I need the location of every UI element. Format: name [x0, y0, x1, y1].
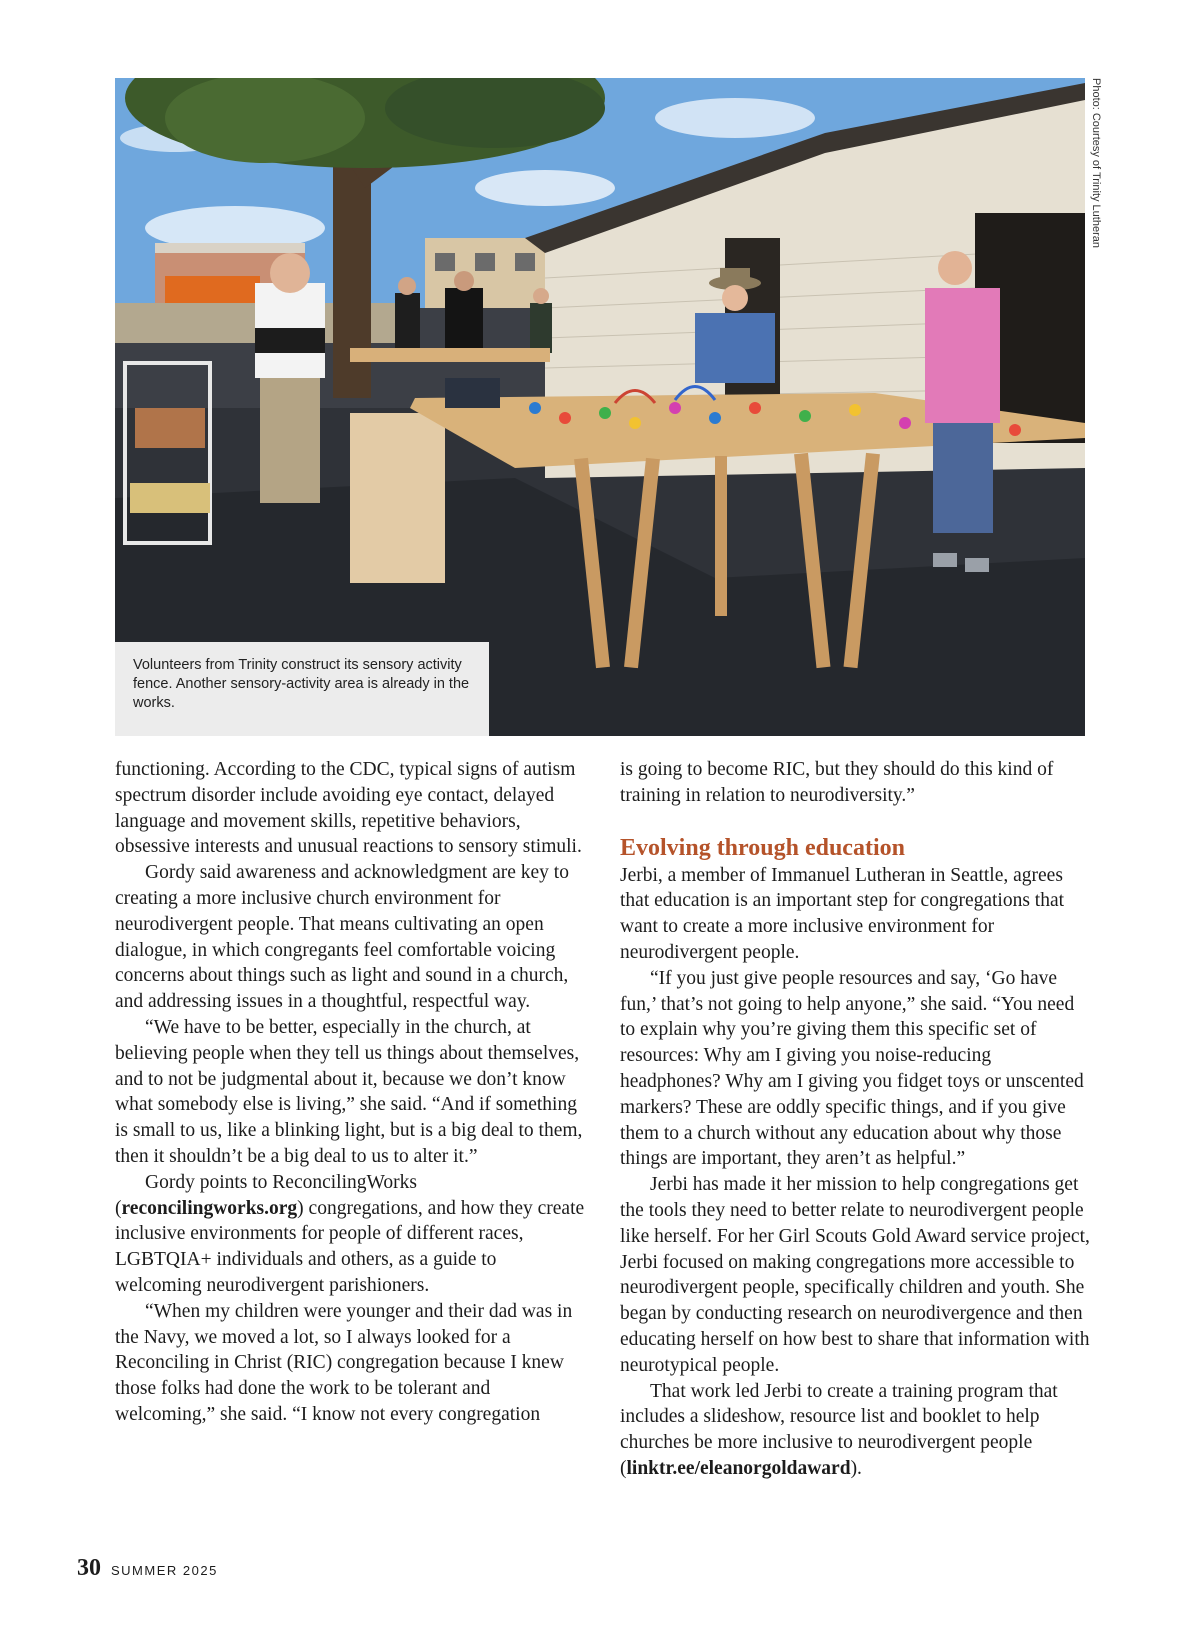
left-column [115, 757, 585, 1428]
section-subhead: Evolving through education [620, 834, 905, 861]
page-footer [77, 1555, 218, 1585]
photo-credit: Photo: Courtesy of Trinity Lutheran [1090, 78, 1102, 248]
paragraph: Gordy said awareness and acknowledgment are key to creating a more inclusive church environment for neurodivergent people. That means cultivating an open dialogue, in which congregants feel comfortable voicing concerns about things such as light and sound in a church, and addressing issues in a thoughtful, respectful way. [115, 862, 569, 1013]
link-linktree[interactable]: linktr.ee/eleanorgoldaward [626, 1457, 851, 1479]
issue-label: SUMMER 2025 [111, 1563, 218, 1578]
paragraph: “We have to be better, especially in the church, at believing people when they tell us things about themselves, and to not be judgmental about it, because we don’t know what somebody else is living,” she said. “And if something is small to us, like a blinking light, but is a big deal to them, then it shouldn’t be a big deal to us to alter it.” [115, 1016, 583, 1167]
page-number: 30 [77, 1555, 101, 1581]
text: Gordy points to ReconcilingWorks ( [115, 1171, 417, 1219]
text: ). [850, 1457, 862, 1479]
paragraph [115, 1170, 585, 1299]
paragraph: “If you just give people resources and say, ‘Go have fun,’ that’s not going to help anyone,” she said. “You need to explain why you’re giving them this specific set of resources: Why am I giving you noise-reducing headphones? Why am I giving you fidget toys or unscented markers? These are oddly specific things, and if you give them to a church without any education about why those things are important, they aren’t as helpful.” [620, 967, 1084, 1170]
paragraph: “When my children were younger and their dad was in the Navy, we moved a lot, so I always looked for a Reconciling in Christ (RIC) congregation because I knew those folks had done the work to be tolerant and welcoming,” she said. “I know not every congregation [115, 1300, 573, 1425]
paragraph: Jerbi, a member of Immanuel Lutheran in Seattle, agrees that education is an important step for congregations that want to create a more inclusive environment for neurodivergent people. [620, 864, 1065, 963]
text: ) congregations, and how they create inclusive environments for people of different races, LGBTQIA+ individuals and others, as a guide to welcoming neurodivergent parishioners. [115, 1197, 585, 1296]
paragraph [620, 1379, 1090, 1482]
link-reconcilingworks[interactable]: reconcilingworks.org [121, 1197, 298, 1219]
right-column [620, 757, 1090, 1482]
article-photo [115, 78, 1085, 736]
photo-caption: Volunteers from Trinity construct its sensory activity fence. Another sensory-activity area is already in the works. [115, 642, 489, 736]
paragraph: is going to become RIC, but they should do this kind of training in relation to neurodiversity.” [620, 759, 1054, 806]
text: That work led Jerbi to create a training program that includes a slideshow, resource list and booklet to help churches be more inclusive to neurodivergent people ( [620, 1380, 1058, 1479]
paragraph: functioning. According to the CDC, typical signs of autism spectrum disorder include avoiding eye contact, delayed language and movement skills, repetitive behaviors, obsessive interests and unusual reactions to sensory stimuli. [115, 759, 582, 858]
paragraph: Jerbi has made it her mission to help congregations get the tools they need to better relate to neurodivergent people like herself. For her Girl Scouts Gold Award service project, Jerbi focused on making congregations more accessible to neurodivergent people, specifically children and youth. She began by conducting research on neurodivergence and then educating herself on how best to share that information with neurotypical people. [620, 1174, 1090, 1376]
